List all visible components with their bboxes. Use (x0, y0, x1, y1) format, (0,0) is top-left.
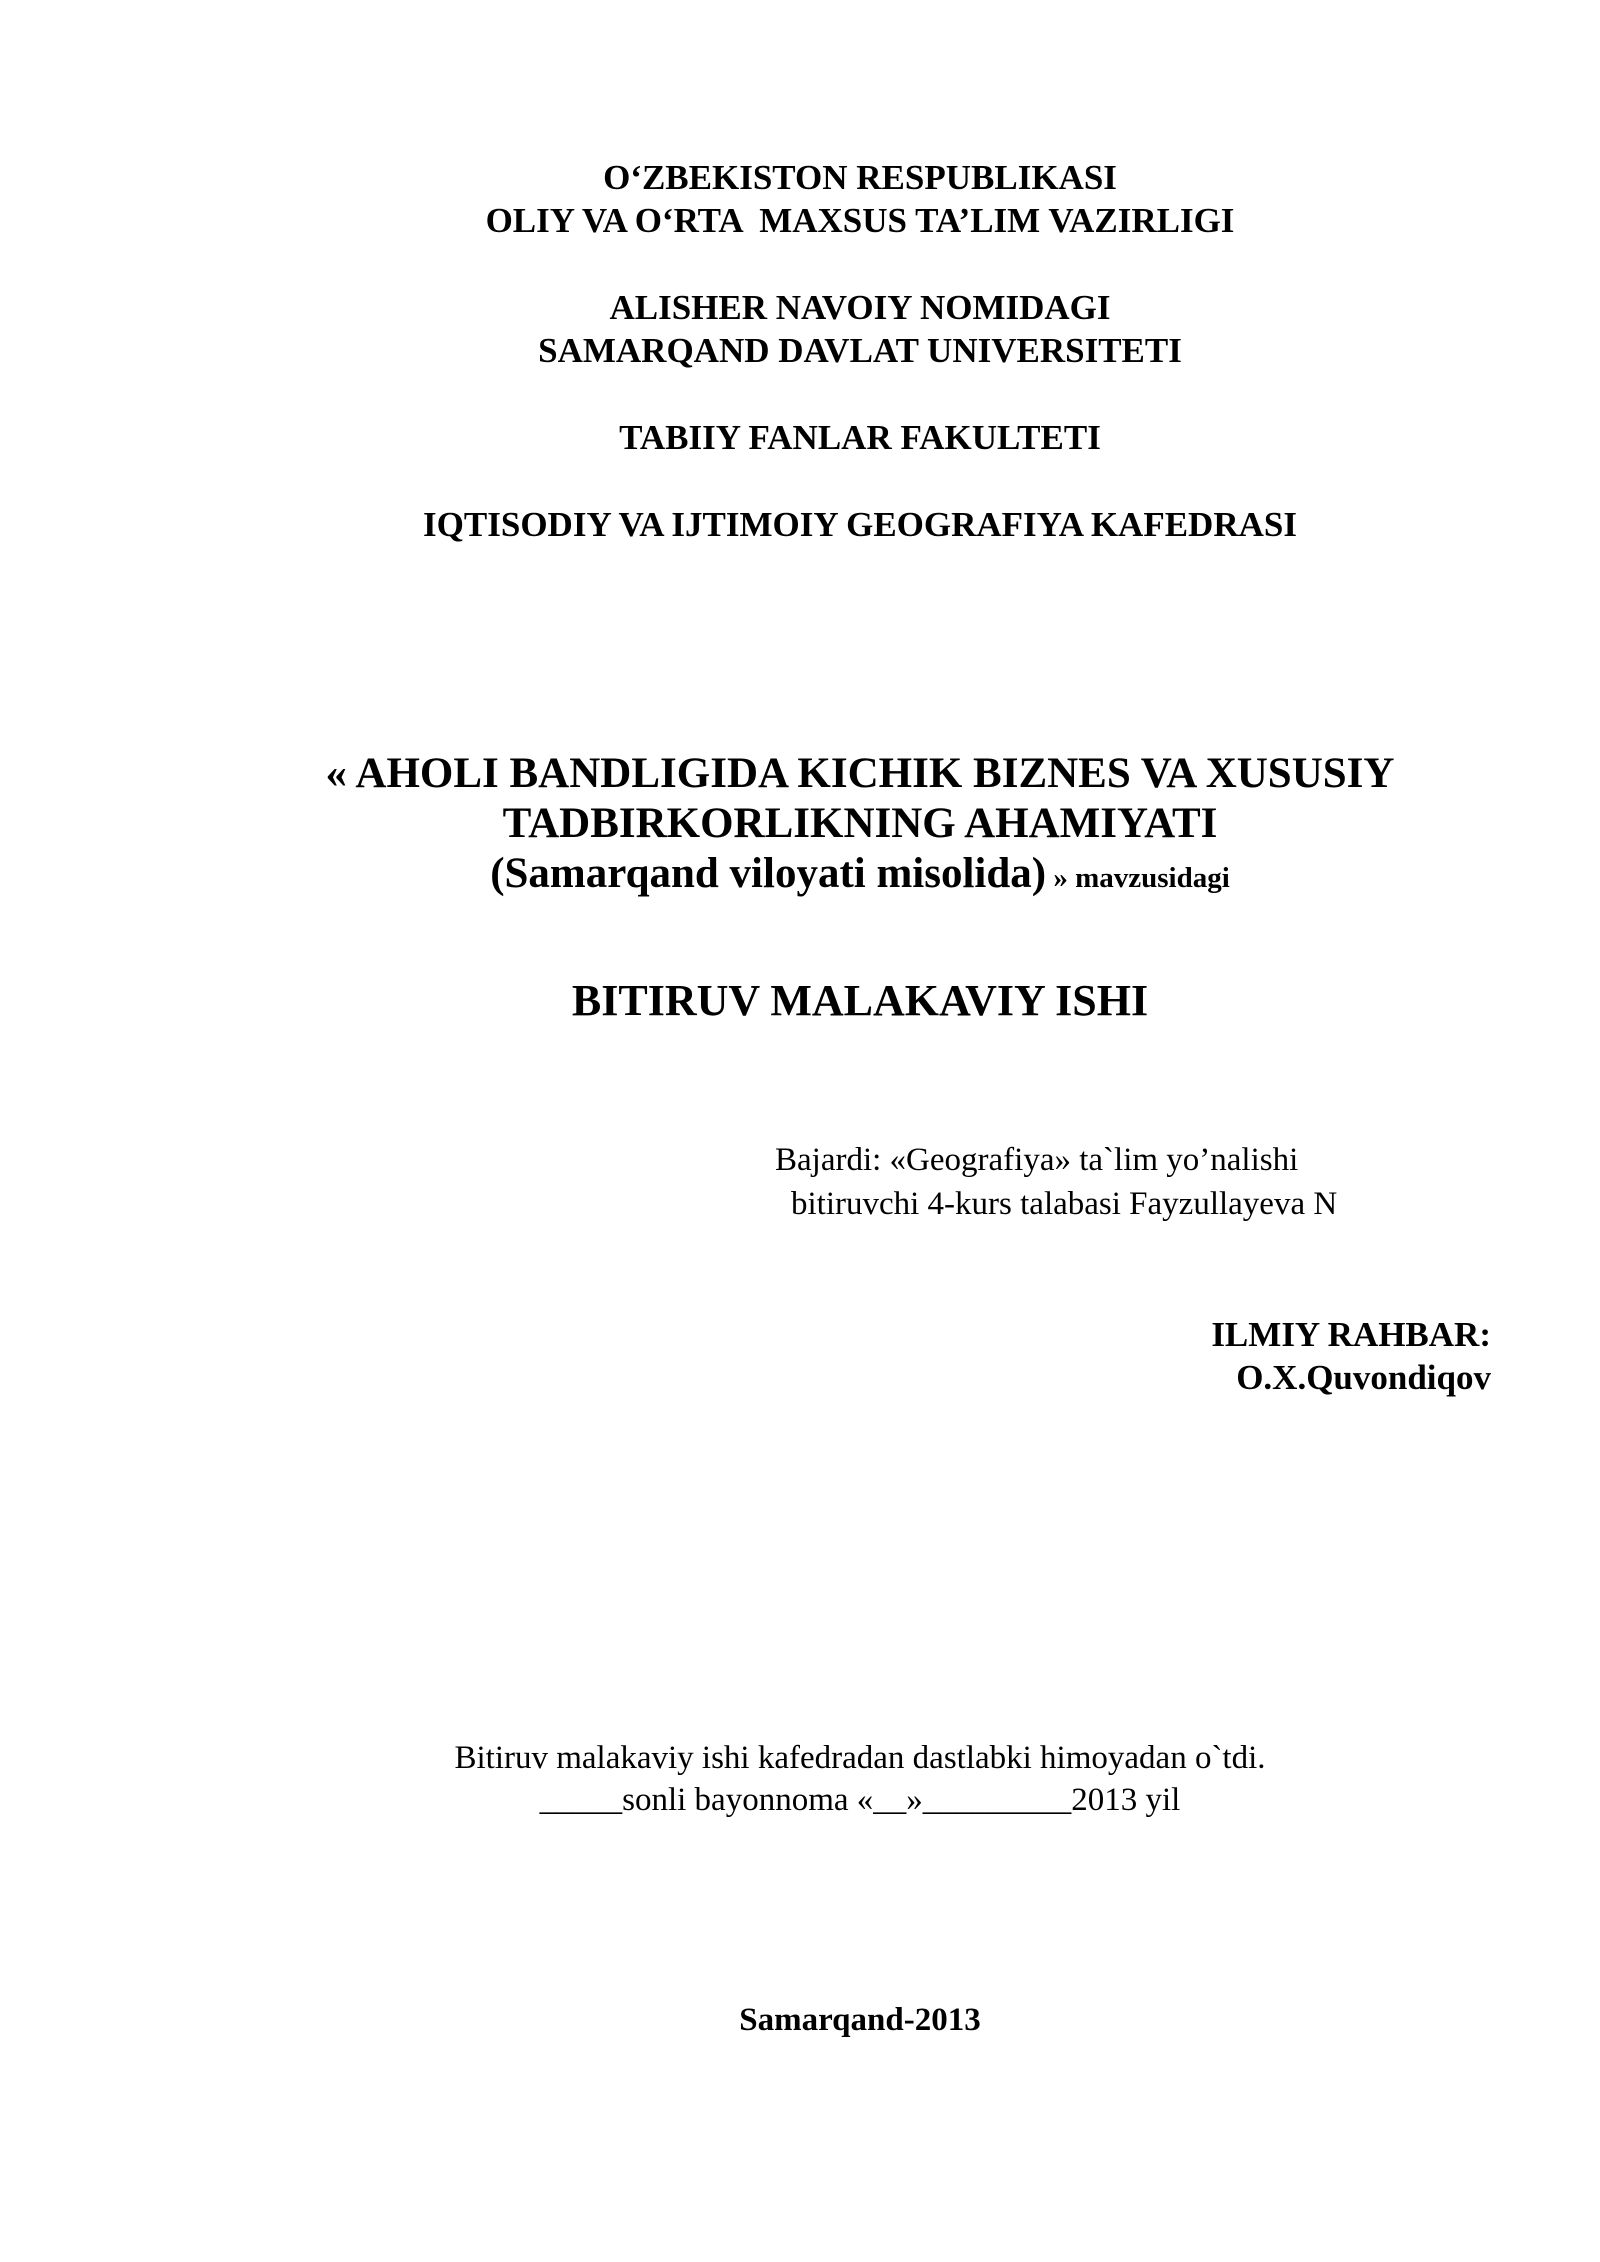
work-title: BITIRUV MALAKAVIY ISHI (571, 976, 1149, 1025)
topic-suffix: » mavzusidagi (1046, 862, 1230, 894)
university-line-2: SAMARQAND DAVLAT UNIVERSITETI (538, 331, 1182, 370)
author-line-1: Bajardi: «Geografiya» ta`lim yo’nalishi (775, 1142, 1299, 1178)
author-line-2: bitiruvchi 4-kurs talabasi Fayzullayeva N (791, 1186, 1338, 1222)
topic-line-3 (0, 852, 1600, 895)
faculty-name: TABIIY FANLAR FAKULTETI (619, 418, 1101, 457)
topic-line-2: TADBIRKORLIKNING AHAMIYATI (502, 800, 1218, 847)
defense-line-2: _____sonli bayonnoma «__»_________2013 yil (539, 1782, 1181, 1818)
topic-line-1: « AHOLI BANDLIGIDA KICHIK BIZNES VA XUSUSIY (325, 750, 1395, 797)
defense-line-1: Bitiruv malakaviy ishi kafedradan dastlabki himoyadan o`tdi. (454, 1740, 1266, 1776)
department-name: IQTISODIY VA IJTIMOIY GEOGRAFIYA KAFEDRASI (423, 505, 1297, 544)
university-line-1: ALISHER NAVOIY NOMIDAGI (609, 288, 1111, 327)
supervisor-label: ILMIY RAHBAR: (1211, 1315, 1491, 1354)
topic-region: (Samarqand viloyati misolida) (490, 850, 1047, 897)
supervisor-name: O.X.Quvondiqov (1236, 1358, 1491, 1397)
ministry-line-2: OLIY VA O‘RTA MAXSUS TA’LIM VAZIRLIGI (485, 201, 1235, 240)
ministry-line-1: O‘ZBEKISTON RESPUBLIKASI (603, 158, 1117, 197)
place-year: Samarqand-2013 (739, 2002, 981, 2038)
